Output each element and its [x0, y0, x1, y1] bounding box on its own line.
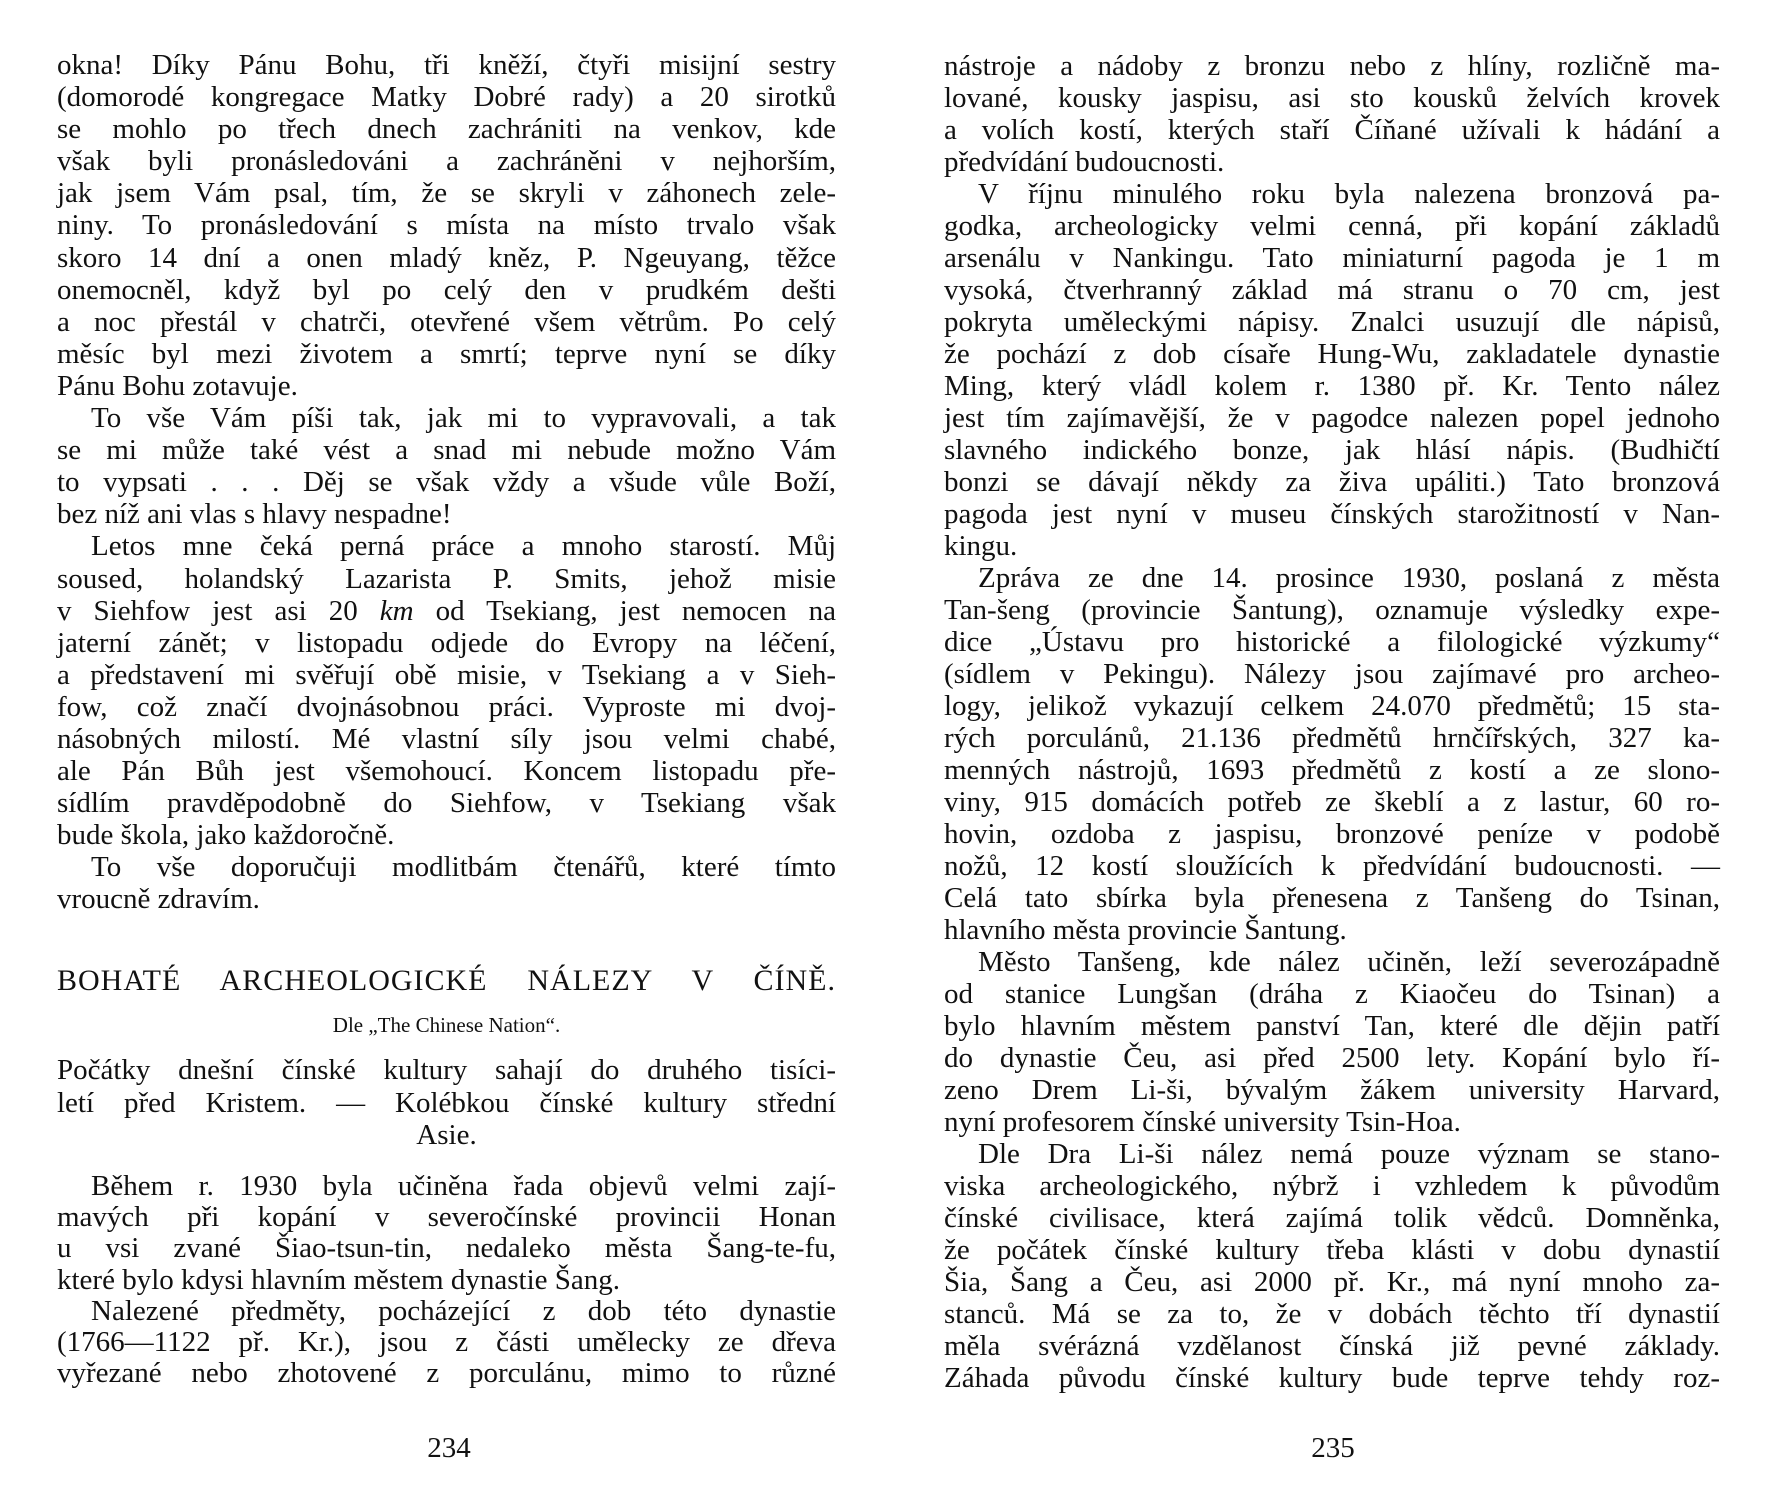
text-line: bonzi se dávají někdy za živa upáliti.) Tato bronzová [944, 466, 1720, 498]
text-line: zeno Drem Li-ši, bývalým žákem university Harvard, [944, 1074, 1720, 1106]
text-line: a volích kostí, kterých staří Číňané užívali k hádání a [944, 114, 1720, 146]
abstract-line: Asie. [416, 1119, 477, 1151]
text-line: Dle Dra Li-ši nález nemá pouze význam se stano- [978, 1138, 1720, 1170]
paragraph [944, 50, 1720, 178]
text-line: (1766—1122 př. Kr.), jsou z části umělecky ze dřeva [57, 1325, 836, 1358]
italic-text: km [379, 594, 414, 627]
page-number: 235 [1311, 1432, 1355, 1464]
text-line: pokryta uměleckými nápisy. Znalci usuzují dle nápisů, [944, 306, 1720, 338]
text-line: sídlím pravděpodobně do Siehfow, v Tsekiang však [57, 787, 836, 820]
text-line: Pánu Bohu zotavuje. [57, 369, 298, 402]
text-line: předvídání budoucnosti. [944, 146, 1225, 178]
text-line: nožů, 12 kostí sloužících k předvídání budoucnosti. — [944, 850, 1720, 882]
text-line: (sídlem v Pekingu). Nálezy jsou zajímavé pro archeo- [944, 658, 1720, 690]
text-line: ale Pán Bůh jest všemohoucí. Koncem listopadu pře- [57, 755, 836, 788]
text-line [57, 595, 836, 627]
text-line: dice „Ústavu pro historické a filologické výzkumy“ [944, 626, 1720, 658]
text-line: viny, 915 domácích potřeb ze škeblí a z lastur, 60 ro- [944, 786, 1720, 818]
paragraph [57, 851, 836, 915]
text-line: Celá tato sbírka byla přenesena z Tanšeng do Tsinan, [944, 882, 1720, 914]
text-line: Šia, Šang a Čeu, asi 2000 př. Kr., má nyní mnoho za- [944, 1266, 1720, 1298]
paragraph [57, 1171, 836, 1296]
text-line: To vše Vám píši tak, jak mi to vypravovali, a tak [91, 402, 836, 435]
paragraph [944, 946, 1720, 1138]
paragraph [57, 49, 836, 402]
text-line: niny. To pronásledování s místa na místo trvalo však [57, 209, 836, 242]
text-line: nyní profesorem čínské university Tsin-Hoa. [944, 1106, 1461, 1138]
text-segment: v Siehfow jest asi 20 [57, 594, 380, 627]
text-line: Tan-šeng (provincie Šantung), oznamuje výsledky expe- [944, 594, 1720, 626]
text-line: čínské civilisace, která zajímá tolik vědců. Domněnka, [944, 1202, 1720, 1234]
article-abstract [57, 1054, 836, 1152]
text-line: a představení mi svěřují obě misie, v Tsekiang a v Sieh- [57, 658, 836, 691]
text-line: To vše doporučuji modlitbám čtenářů, které tímto [91, 851, 836, 884]
text-line: logy, jelikož vykazují celkem 24.070 předmětů; 15 sta- [944, 690, 1720, 722]
text-line: Nalezené předměty, pocházející z dob této dynastie [91, 1294, 836, 1327]
text-line: vysoká, čtverhranný základ má stranu o 70 cm, jest [944, 274, 1720, 306]
abstract-line: letí před Kristem. — Kolébkou čínské kultury střední [57, 1086, 836, 1119]
text-line: bez níž ani vlas s hlavy nespadne! [57, 498, 452, 531]
text-line: pagoda jest nyní v museu čínských starožitností v Nan- [944, 498, 1720, 530]
text-line: nástroje a nádoby z bronzu nebo z hlíny, rozličně ma- [944, 50, 1720, 82]
text-line: bylo hlavním městem panství Tan, které dle dějin patří [944, 1010, 1720, 1042]
paragraph [57, 1296, 836, 1390]
text-line: Zpráva ze dne 14. prosince 1930, poslaná z města [978, 562, 1720, 594]
page-number: 234 [427, 1432, 471, 1464]
text-line: vyřezané nebo zhotovené z porculánu, mimo to různé [57, 1357, 836, 1390]
text-line: bude škola, jako každoročně. [57, 819, 395, 852]
paragraph [57, 530, 836, 851]
text-line: a noc přestál v chatrči, otevřené všem větrům. Po celý [57, 305, 836, 338]
text-line: u vsi zvané Šiao-tsun-tin, nedaleko města Šang-te-fu, [57, 1232, 836, 1265]
text-line: jak jsem Vám psal, tím, že se skryli v záhonech zele- [57, 177, 836, 210]
text-line: viska archeologického, nýbrž i vzhledem k původům [944, 1170, 1720, 1202]
text-line: měsíc byl mezi životem a smrtí; teprve nyní se díky [57, 337, 836, 370]
article-source: Dle „The Chinese Nation“. [332, 1013, 561, 1037]
text-line: arsenálu v Nankingu. Tato miniaturní pagoda je 1 m [944, 242, 1720, 274]
text-line: měla svérázná vzdělanost čínská již pevné základy. [944, 1330, 1720, 1362]
text-line: že pochází z dob císaře Hung-Wu, zakladatele dynastie [944, 338, 1720, 370]
left-page [57, 0, 836, 1500]
text-line: jaterní zánět; v listopadu odjede do Evropy na léčení, [57, 626, 836, 659]
article-body [57, 1171, 836, 1389]
paragraph [944, 1138, 1720, 1394]
text-line: se mi může také vést a snad mi nebude možno Vám [57, 434, 836, 467]
text-line: okna! Díky Pánu Bohu, tři kněží, čtyři misijní sestry [57, 49, 836, 81]
text-line: násobných milostí. Mé vlastní síly jsou velmi chabé, [57, 722, 836, 755]
text-line: Ming, který vládl kolem r. 1380 př. Kr. Tento nález [944, 370, 1720, 402]
text-line: menných nástrojů, 1693 předmětů z kostí a ze slono- [944, 754, 1720, 786]
text-line: stanců. Má se za to, že v dobách těchto tří dynastií [944, 1298, 1720, 1330]
text-line: fow, což značí dvojnásobnou práci. Vyproste mi dvoj- [57, 690, 836, 723]
text-line: (domorodé kongregace Matky Dobré rady) a 20 sirotků [57, 81, 836, 114]
text-line: však byli pronásledováni a zachráněni v nejhorším, [57, 145, 836, 178]
text-line: mavých při kopání v severočínské provincii Honan [57, 1201, 836, 1234]
text-line: to vypsati . . . Děj se však vždy a všude vůle Boží, [57, 466, 836, 499]
text-line: V říjnu minulého roku byla nalezena bronzová pa- [978, 178, 1720, 210]
text-line: jest tím zajímavější, že v pagodce nalezen popel jednoho [944, 402, 1720, 434]
text-line: lované, kousky jaspisu, asi sto kousků želvích krovek [944, 82, 1720, 114]
text-line: godka, archeologicky velmi cenná, při kopání základů [944, 210, 1720, 242]
abstract-line: Počátky dnešní čínské kultury sahají do druhého tisíci- [57, 1054, 836, 1086]
letter-continuation [57, 49, 836, 916]
text-line: které bylo kdysi hlavním městem dynastie Šang. [57, 1263, 620, 1296]
text-line: hlavního města provincie Šantung. [944, 914, 1347, 946]
text-line: rých porculánů, 21.136 předmětů hrnčířských, 327 ka- [944, 722, 1720, 754]
text-line: do dynastie Čeu, asi před 2500 lety. Kopání bylo ří- [944, 1042, 1720, 1074]
text-line: onemocněl, když byl po celý den v prudkém dešti [57, 273, 836, 306]
text-line: Město Tanšeng, kde nález učiněn, leží severozápadně [978, 946, 1720, 978]
text-segment: od Tsekiang, jest nemocen na [413, 594, 836, 627]
paragraph [944, 178, 1720, 562]
text-line: kingu. [944, 530, 1018, 562]
text-line: že počátek čínské kultury třeba klásti v dobu dynastií [944, 1234, 1720, 1266]
text-line: soused, holandský Lazarista P. Smits, jehož misie [57, 562, 836, 595]
text-line: Letos mne čeká perná práce a mnoho starostí. Můj [91, 530, 836, 563]
text-line: od stanice Lungšan (dráha z Kiaočeu do Tsinan) a [944, 978, 1720, 1010]
paragraph [57, 402, 836, 530]
text-line: Během r. 1930 byla učiněna řada objevů velmi zají- [91, 1170, 836, 1202]
text-line: slavného indického bonze, jak hlásí nápis. (Budhičtí [944, 434, 1720, 466]
article-body-continued [944, 50, 1720, 1394]
text-line: Záhada původu čínské kultury bude teprve tehdy roz- [944, 1362, 1720, 1394]
text-line: hovin, ozdoba z jaspisu, bronzové peníze v podobě [944, 818, 1720, 850]
article-title: BOHATÉ ARCHEOLOGICKÉ NÁLEZY V ČÍNĚ. [57, 964, 836, 997]
text-line: se mohlo po třech dnech zachrániti na venkov, kde [57, 113, 836, 146]
text-line: skoro 14 dní a onen mladý kněz, P. Ngeuyang, těžce [57, 241, 836, 274]
right-page [944, 0, 1720, 1500]
paragraph [944, 562, 1720, 946]
text-line: vroucně zdravím. [57, 883, 260, 916]
